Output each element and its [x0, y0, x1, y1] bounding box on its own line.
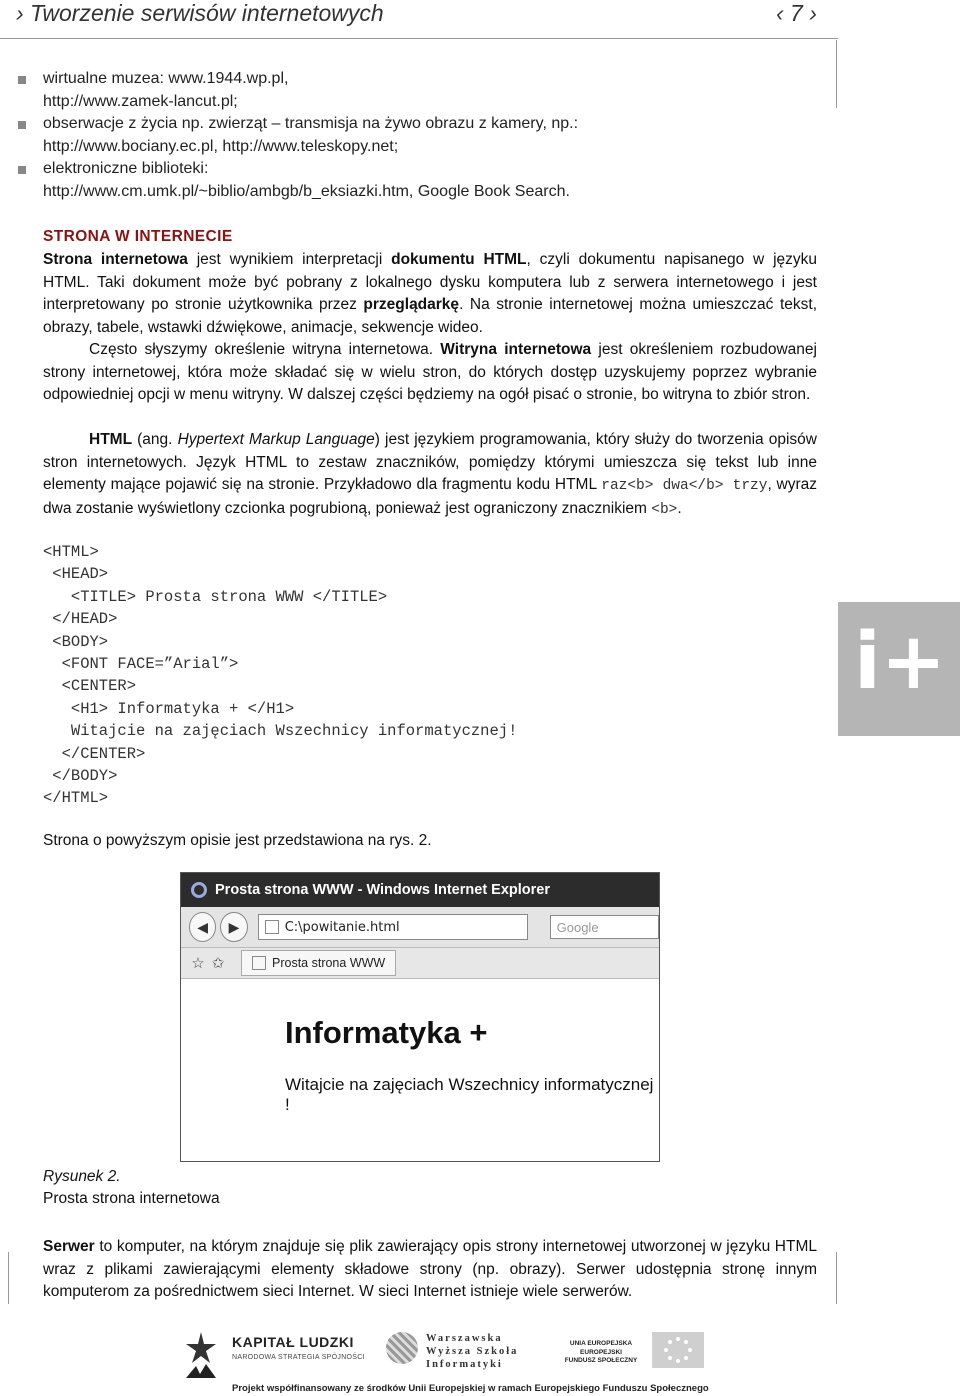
paragraph-text: jest wynikiem interpretacji [187, 251, 392, 268]
bullet-square-icon [18, 76, 26, 84]
code-line: </CENTER> [43, 744, 146, 763]
eu-line: FUNDUSZ SPOŁECZNY [564, 1357, 638, 1364]
code-line: Witajcie na zajęciach Wszechnicy informatycznej! [43, 722, 518, 741]
browser-tab[interactable] [241, 950, 396, 976]
list-item-link[interactable]: http://www.zamek-lancut.pl; [43, 92, 238, 110]
term-dokument-html: dokumentu HTML [391, 251, 527, 268]
page-icon [252, 956, 266, 970]
paragraph-serwer [43, 1236, 817, 1304]
browser-tabbar [181, 948, 659, 979]
eu-line: UNIA EUROPEJSKA [569, 1340, 633, 1347]
ie-logo-icon [191, 882, 207, 898]
address-bar[interactable] [258, 914, 528, 940]
crop-mark-left [8, 1252, 9, 1304]
page-text: Witajcie na zajęciach Wszechnicy informatycznej ! [285, 1075, 654, 1114]
header-title: › Tworzenie serwisów internetowych [16, 0, 384, 26]
page-icon [265, 920, 279, 934]
inline-code: <b> [651, 501, 678, 518]
paragraph-text: . [677, 499, 682, 517]
list-item-link[interactable]: http://www.bociany.ec.pl, http://www.teleskopy.net; [43, 137, 399, 155]
tab-label: Prosta strona WWW [272, 956, 386, 970]
code-line: <H1> Informatyka + </H1> [43, 699, 295, 718]
paragraph-text: , wyraz dwa zostanie wyświetlony czcionka pogrubioną, ponieważ jest ograniczony znacznikiem [43, 476, 817, 517]
paragraph-text: ) jest językiem programowania, który służy do tworzenia opisów stron internetowych. Język HTML to zestaw znaczników, pomiędzy którymi umieszcza się tekst lub inne elementy mające pojawić się na stronie. Przykładowo dla fragmentu kodu HTML [43, 431, 817, 493]
wwsi-logo-icon [386, 1332, 418, 1364]
side-tab [838, 602, 960, 736]
list-item-line: wirtualne muzea: www.1944.wp.pl, [43, 70, 289, 87]
figure-caption: Prosta strona internetowa [43, 1190, 220, 1207]
search-placeholder: Google [556, 919, 599, 935]
term-html: HTML [89, 431, 133, 448]
code-listing [43, 541, 517, 810]
page-number: ‹ 7 › [776, 0, 817, 26]
bullet-square-icon [18, 121, 26, 129]
address-value: C:\powitanie.html [284, 919, 400, 935]
paragraph-text: jest określeniem rozbudowanej strony internetowej, która może składać się w wielu stron, do których dostęp uzyskujemy poprzez wybranie odpowiedniej opcji w menu witryny. W dalszej części będziemy na ogół pisać o stronie, bo witryna to zbiór stron. [43, 341, 817, 403]
paragraph-strona [43, 249, 817, 339]
code-line: <TITLE> Prosta strona WWW </TITLE> [43, 587, 388, 606]
paragraph-text: , czyli dokumentu napisanego w języku HTML. Taki dokument może być pobrany z lokalnego dysku komputera lub z serwera internetowego i jest interpretowany po stronie użytkownika przez [43, 251, 818, 313]
header-rule [0, 38, 838, 39]
wwsi-name [426, 1332, 518, 1371]
browser-window-title: Prosta strona WWW - Windows Internet Explorer [215, 882, 551, 898]
list-item-link[interactable]: http://www.cm.umk.pl/~biblio/ambgb/b_eksiazki.htm, Google Book Search. [43, 182, 570, 200]
kapital-ludzki-title: KAPITAŁ LUDZKI [232, 1334, 354, 1350]
paragraph-html [43, 429, 817, 521]
arrow-right-icon: ▶ [228, 918, 240, 935]
search-input[interactable] [550, 915, 659, 939]
paragraph-text: Często słyszymy określenie witryna internetowa. [89, 341, 441, 358]
kapital-ludzki-subtitle: NARODOWA STRATEGIA SPÓJNOŚCI [232, 1354, 365, 1361]
section-title: STRONA W INTERNECIE [43, 228, 233, 245]
crop-mark-top-right [836, 40, 837, 108]
browser-content [181, 979, 659, 1161]
paragraph-text: to komputer, na którym znajduje się plik zawierający opis strony internetowej utworzonej w języku HTML wraz z plikami zawierającymi elementy składowe strony (np. obrazy). Serwer udostępnia stronę innym komputerom za pośrednictwem sieci Internet. W sieci Internet istnieje wiele serwerów. [43, 1238, 817, 1300]
code-line: </HEAD> [43, 610, 118, 629]
eu-text [564, 1340, 638, 1366]
term-strona-internetowa: Strona internetowa [43, 251, 188, 268]
code-line: </BODY> [43, 767, 118, 786]
list-item-line: elektroniczne biblioteki: [43, 160, 209, 177]
kapital-ludzki-logo-icon [180, 1330, 222, 1380]
page-heading: Informatyka + [285, 1015, 488, 1050]
eu-flag-icon [652, 1332, 704, 1368]
list-item [18, 68, 818, 113]
paragraph-witryna [43, 339, 817, 407]
term-serwer: Serwer [43, 1238, 95, 1255]
code-line: </HTML> [43, 789, 109, 808]
wwsi-line: Warszawska [426, 1333, 503, 1344]
paragraph-text: (ang. [132, 431, 178, 448]
wwsi-line: Wyższa Szkoła [426, 1346, 519, 1357]
code-line: <FONT FACE=”Arial”> [43, 655, 239, 674]
list-item-line: obserwacje z życia np. zwierząt – transmisja na żywo obrazu z kamery, np.: [43, 115, 579, 132]
term-przegladarka: przeglądarkę [363, 296, 460, 313]
crop-mark-right [836, 1252, 837, 1304]
list-item [18, 113, 818, 158]
browser-titlebar [181, 873, 659, 907]
figure-label: Rysunek 2. [43, 1168, 121, 1185]
browser-navbar [181, 907, 659, 948]
term-hypertext-markup-language: Hypertext Markup Language [177, 431, 375, 448]
list-item [18, 158, 818, 203]
term-witryna-internetowa: Witryna internetowa [440, 341, 592, 358]
footer-note: Projekt współfinansowany ze środków Unii Europejskiej w ramach Europejskiego Funduszu Społecznego [232, 1383, 709, 1394]
forward-button[interactable] [220, 912, 247, 942]
paragraph-text: . Na stronie internetowej można umieszczać tekst, obrazy, tabele, wstawki dźwiękowe, animacje, sekwencje wideo. [43, 296, 817, 336]
inline-code: raz<b> dwa</b> trzy [601, 478, 768, 494]
code-line: <HTML> [43, 543, 99, 561]
code-line: <BODY> [43, 632, 109, 651]
browser-screenshot [180, 872, 660, 1162]
code-line: <HEAD> [43, 565, 109, 584]
add-favorites-icon[interactable]: ✩ [211, 955, 225, 972]
back-button[interactable] [189, 912, 216, 942]
bullet-square-icon [18, 166, 26, 174]
favorites-star-icon[interactable]: ☆ [191, 955, 205, 972]
side-tab-logo: i+ [854, 617, 947, 707]
eu-line: EUROPEJSKI [580, 1348, 622, 1356]
code-line: <CENTER> [43, 677, 137, 696]
bullet-list [18, 68, 818, 203]
arrow-left-icon: ◀ [197, 918, 209, 935]
wwsi-line: Informatyki [426, 1359, 503, 1370]
footer [0, 1326, 960, 1396]
figure-reference: Strona o powyższym opisie jest przedstawiona na rys. 2. [43, 832, 432, 849]
